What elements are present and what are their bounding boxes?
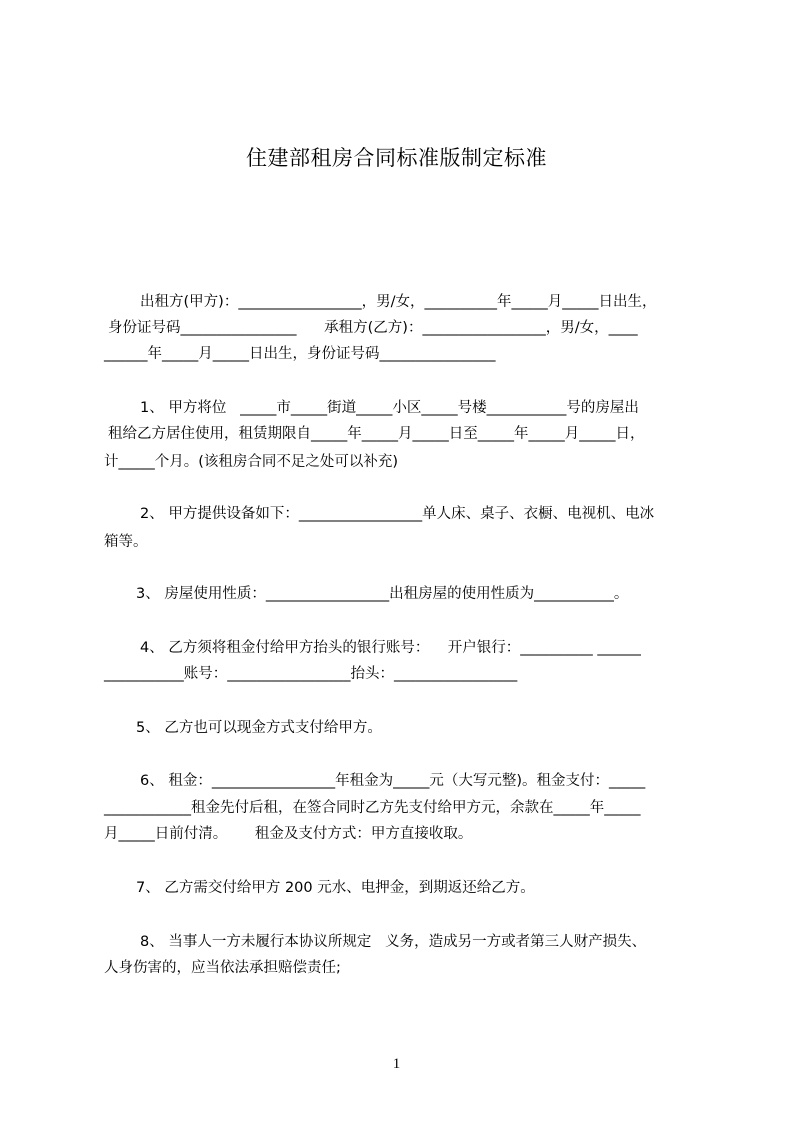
clause-6-line-2: ____________租金先付后租，在签合同时乙方先支付给甲方元，余款在_____年_____ [104, 800, 641, 816]
clause-4-line-2: ___________账号：_________________抬头：_________________ [104, 666, 518, 682]
clause-2-line-1: 2、 甲方提供设备如下：_________________单人床、桌子、衣橱、电视机、电冰 [140, 506, 655, 522]
clause-4-line-1: 4、 乙方须将租金付给甲方抬头的银行账号： 开户银行：__________ ______ [140, 640, 641, 656]
clause-1-line-2: 租给乙方居住使用，租赁期限自_____年_____月_____日至_____年_____月_____日， [108, 426, 645, 442]
document-title: 住建部租房合同标准版制定标准 [246, 146, 547, 170]
clause-2-line-2: 箱等。 [104, 534, 148, 550]
parties-line-1: 出租方(甲方)：_________________，男/女，__________年_____月_____日出生， [140, 294, 657, 310]
clause-1-line-1: 1、 甲方将位 _____市_____街道_____小区_____号楼___________号的房屋出 [140, 400, 639, 416]
clause-5-line-1: 5、 乙方也可以现金方式支付给甲方。 [136, 720, 382, 736]
clause-7-line-1: 7、 乙方需交付给甲方 200 元水、电押金，到期返还给乙方。 [136, 880, 535, 896]
parties-line-3: ______年_____月_____日出生，身份证号码________________ [104, 346, 496, 362]
clause-1-line-3: 计_____个月。(该租房合同不足之处可以补充) [104, 454, 399, 470]
page-number: 1 [392, 1056, 401, 1072]
clause-6-line-1: 6、 租金：_________________年租金为_____元（大写元整)。租金支付：_____ [140, 773, 646, 789]
clause-6-line-3: 月_____日前付清。 租金及支付方式：甲方直接收取。 [104, 826, 473, 842]
clause-8-line-1: 8、 当事人一方未履行本协议所规定 义务，造成另一方或者第三人财产损失、 [140, 934, 647, 950]
clause-8-line-2: 人身伤害的，应当依法承担赔偿责任; [104, 960, 341, 976]
clause-3-line-1: 3、 房屋使用性质：_________________出租房屋的使用性质为___________。 [136, 586, 629, 602]
parties-line-2: 身份证号码________________ 承租方(乙方)：_________________，男/女，____ [108, 320, 638, 336]
